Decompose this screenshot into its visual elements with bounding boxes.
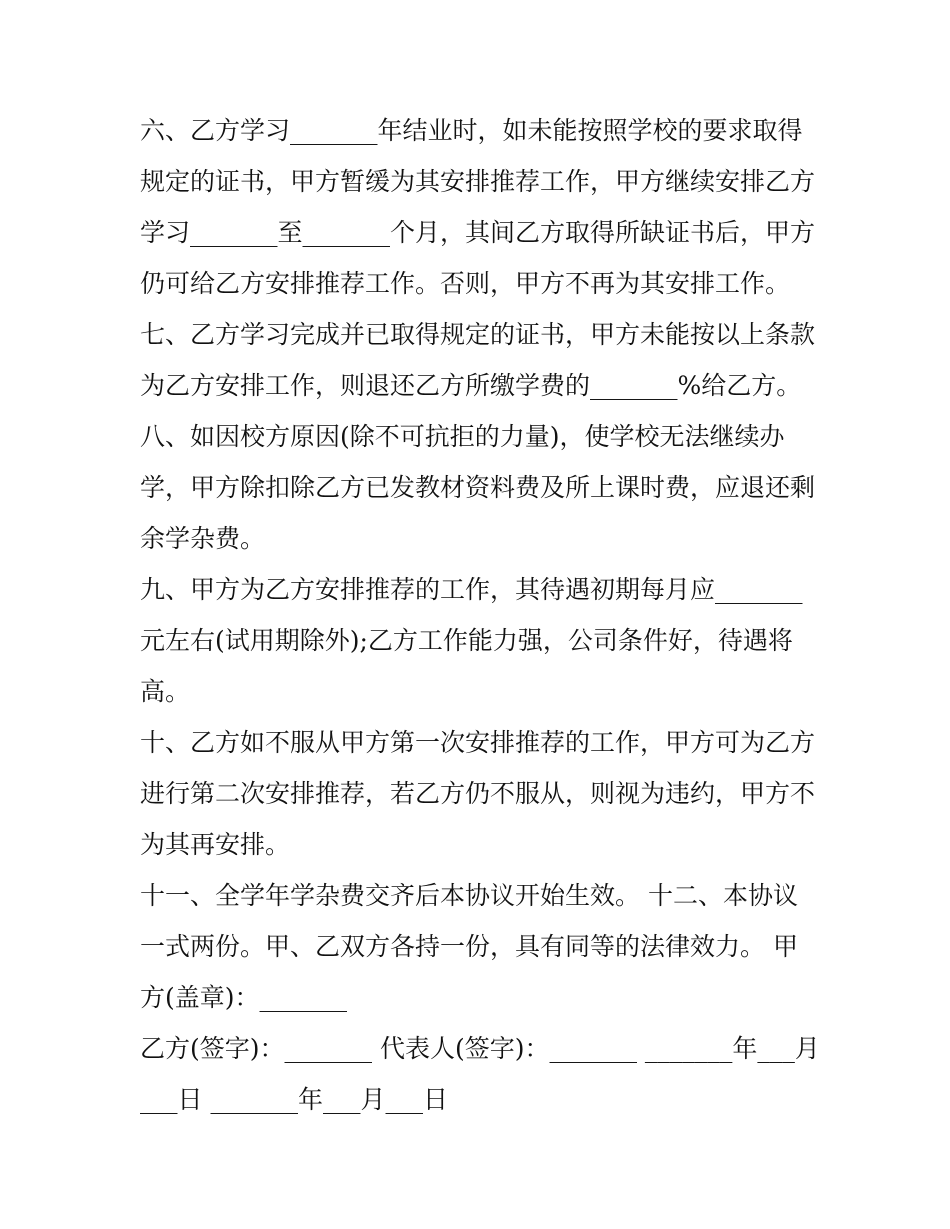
text-line: 仍可给乙方安排推荐工作。否则，甲方不再为其安排工作。 [140, 269, 791, 298]
text-line: 十一、全学年学杂费交齐后本协议开始生效。 十二、本协议 [140, 881, 798, 910]
contract-body [140, 105, 820, 1125]
text-line: 学习_______至_______个月，其间乙方取得所缺证书后，甲方 [140, 218, 816, 247]
text-line: 元左右(试用期除外);乙方工作能力强，公司条件好，待遇将 [140, 626, 793, 655]
text-line: 方(盖章)：_______ [140, 983, 348, 1012]
text-line: 九、甲方为乙方安排推荐的工作，其待遇初期每月应_______ [140, 575, 803, 604]
text-line: 八、如因校方原因(除不可抗拒的力量)，使学校无法继续办 [140, 422, 785, 451]
text-line: 一式两份。甲、乙双方各持一份，具有同等的法律效力。 甲 [140, 932, 798, 961]
text-line: 余学杂费。 [140, 524, 266, 553]
text-line: 七、乙方学习完成并已取得规定的证书，甲方未能按以上条款 [140, 320, 816, 349]
text-line: 学，甲方除扣除乙方已发教材资料费及所上课时费，应退还剩 [140, 473, 816, 502]
text-line: 十、乙方如不服从甲方第一次安排推荐的工作，甲方可为乙方 [140, 728, 816, 757]
text-line: 高。 [140, 677, 191, 706]
text-line: 六、乙方学习_______年结业时，如未能按照学校的要求取得 [140, 116, 803, 145]
text-line: 为乙方安排工作，则退还乙方所缴学费的_______%给乙方。 [140, 371, 802, 400]
text-line: ___日 _______年___月___日 [140, 1085, 448, 1114]
text-line: 乙方(签字)：_______ 代表人(签字)：_______ _______年___月 [140, 1034, 820, 1063]
text-line: 为其再安排。 [140, 830, 291, 859]
text-line: 进行第二次安排推荐，若乙方仍不服从，则视为违约，甲方不 [140, 779, 816, 808]
text-line: 规定的证书，甲方暂缓为其安排推荐工作，甲方继续安排乙方 [140, 167, 816, 196]
